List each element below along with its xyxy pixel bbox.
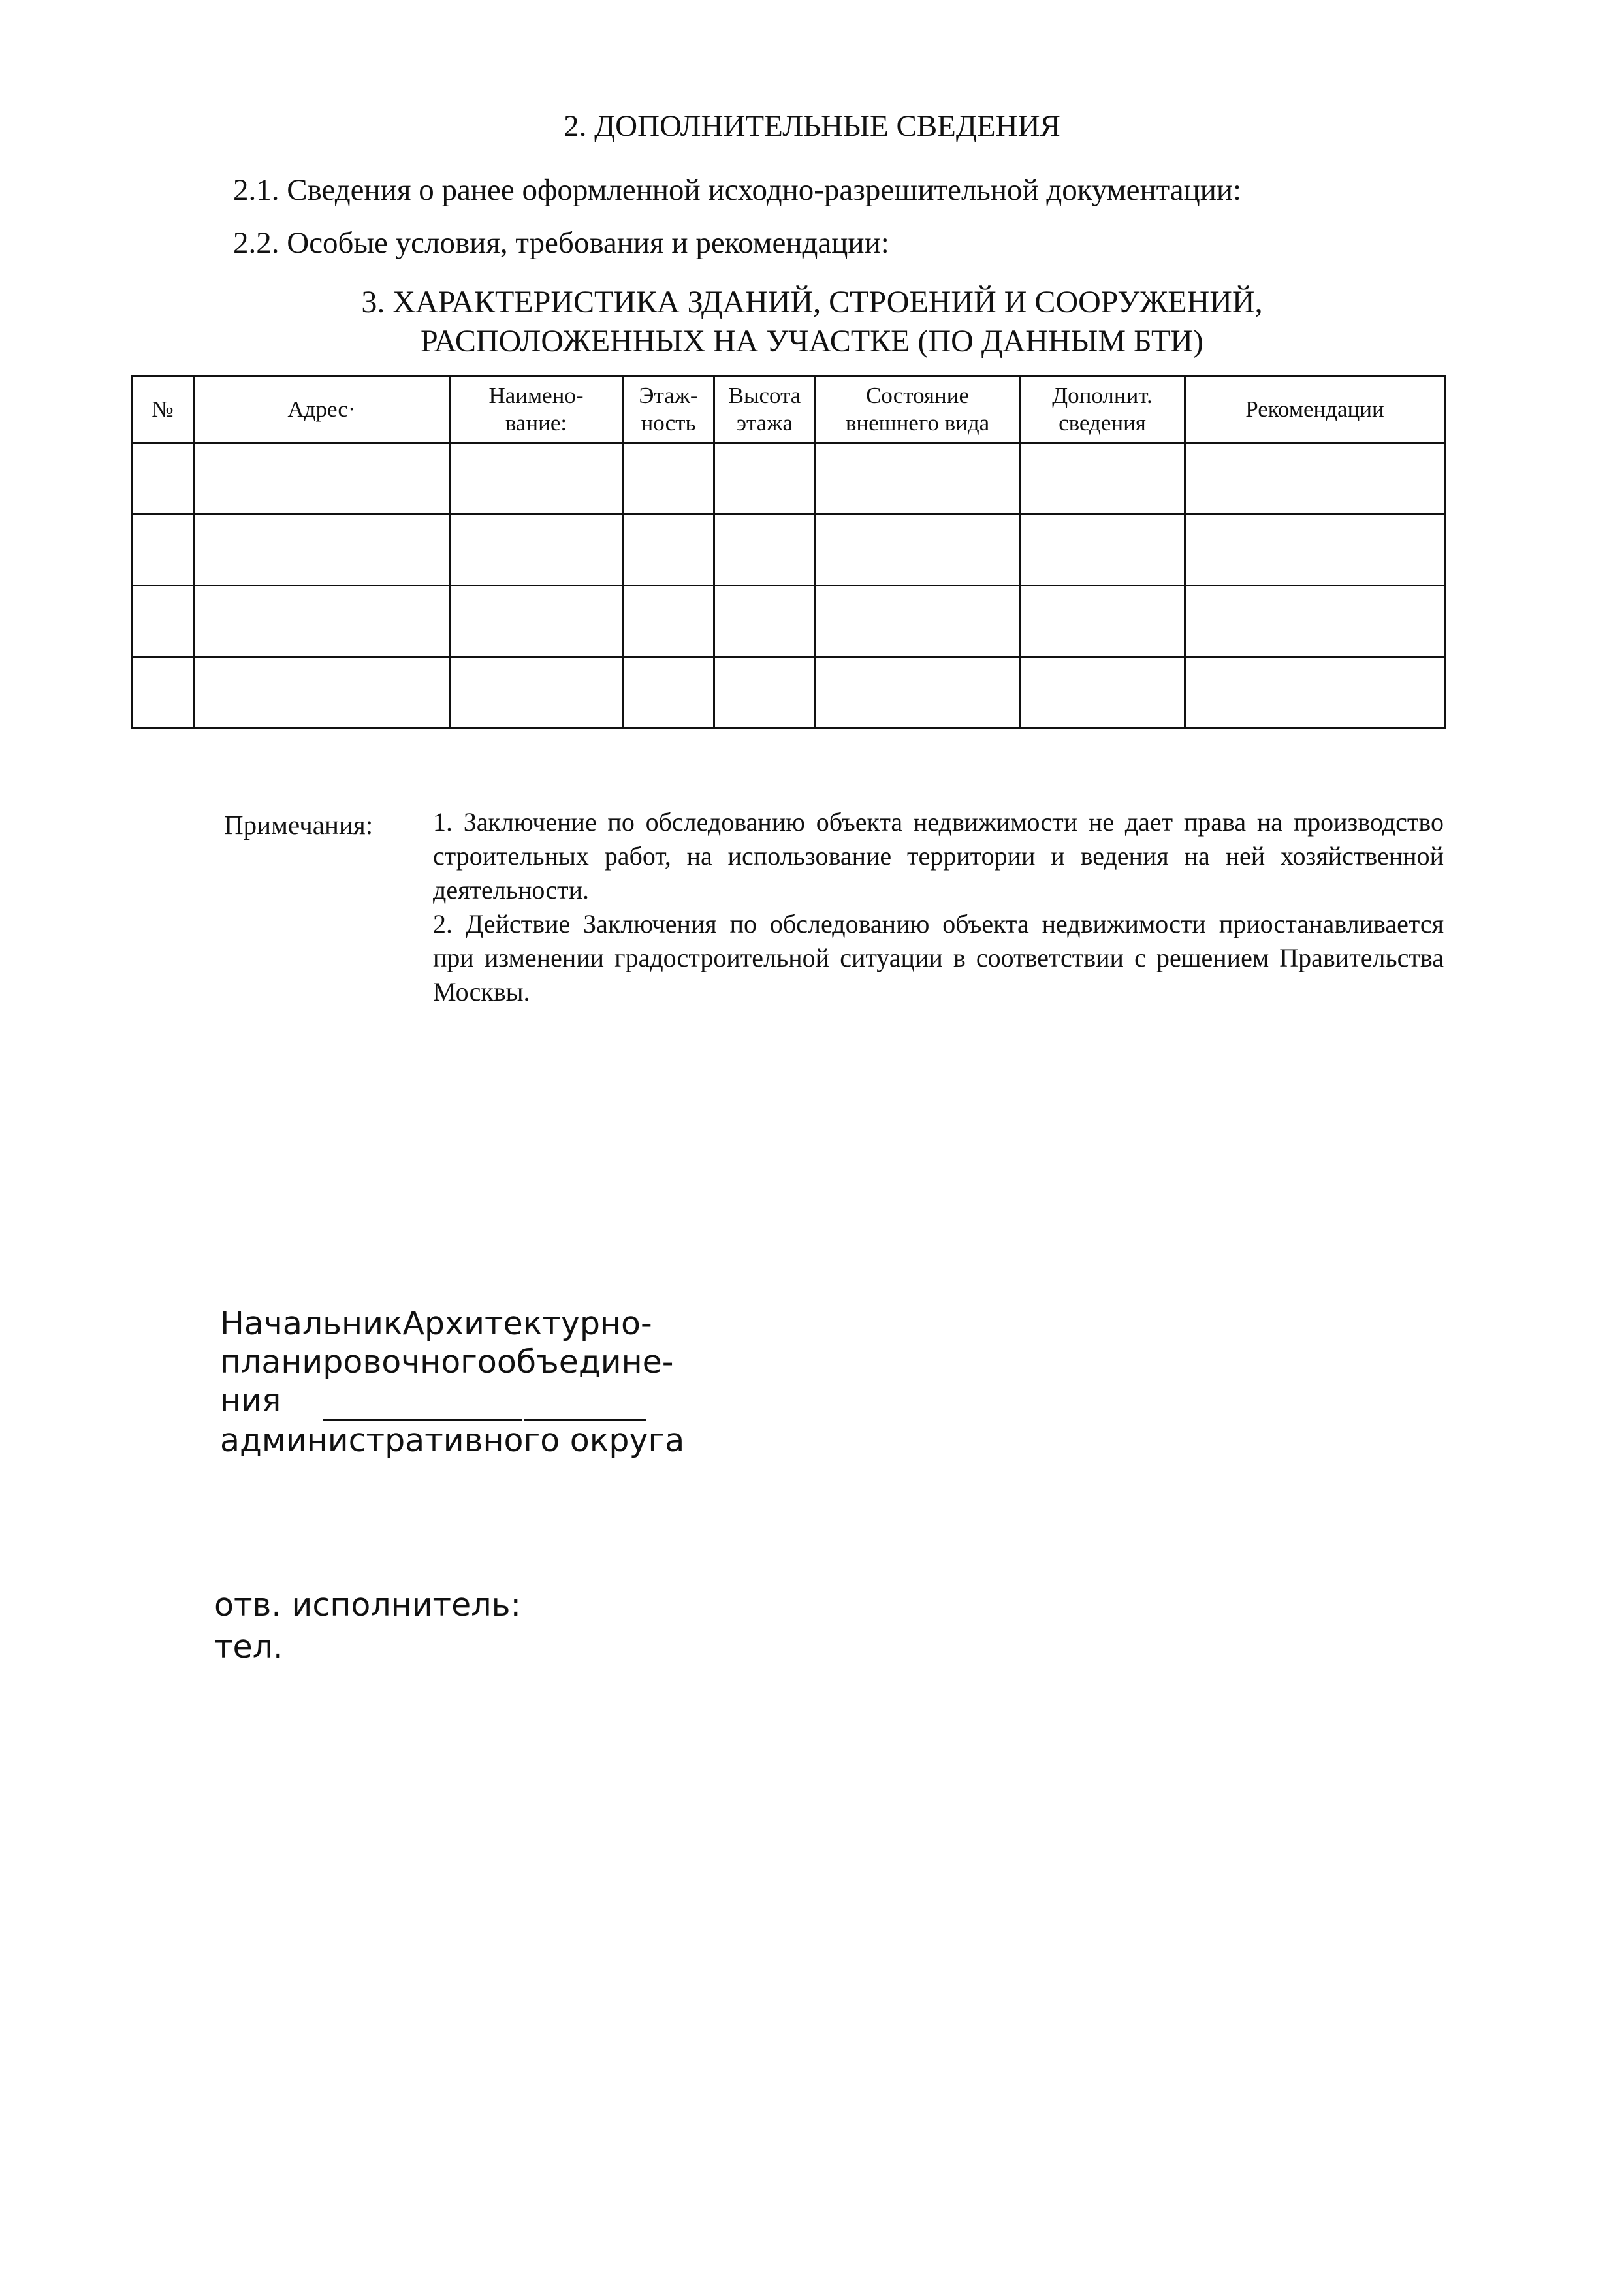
- notes-label: Примечания:: [224, 810, 374, 840]
- table-cell: [1185, 657, 1445, 728]
- item-2-1-previous-documentation: 2.1. Сведения о ранее оформленной исходно-разрешительной документации:: [233, 173, 1242, 207]
- column-header-floor-height: Высота этажа: [714, 376, 816, 443]
- table-row: [132, 515, 1445, 586]
- column-header-additional-info: Дополнит. сведения: [1020, 376, 1185, 443]
- table-cell: [132, 443, 194, 515]
- buildings-table: [131, 375, 1446, 729]
- table-cell: [623, 586, 714, 657]
- table-cell: [1185, 515, 1445, 586]
- table-cell: [816, 515, 1020, 586]
- responsible-executor-label: отв. исполнитель:: [214, 1586, 521, 1624]
- table-row: [132, 443, 1445, 515]
- note-1: 1. Заключение по обследованию объекта недвижимости не дает права на производство строительных работ, на использование территории и ведения на ней хозяйственной деятельности.: [433, 807, 1444, 905]
- table-cell: [132, 657, 194, 728]
- table-cell: [714, 657, 816, 728]
- section-2-title: 2. ДОПОЛНИТЕЛЬНЫЕ СВЕДЕНИЯ: [564, 109, 1060, 143]
- table-cell: [714, 443, 816, 515]
- table-cell: [1020, 515, 1185, 586]
- table-cell: [1185, 443, 1445, 515]
- table-cell: [132, 586, 194, 657]
- table-cell: [714, 586, 816, 657]
- column-header-number: №: [132, 376, 194, 443]
- phone-label: тел.: [214, 1628, 283, 1665]
- table-cell: [714, 515, 816, 586]
- signature-blank-line-2: [524, 1381, 646, 1421]
- table-cell: [1020, 586, 1185, 657]
- section-3-title: [0, 283, 1624, 361]
- table-cell: [450, 657, 623, 728]
- table-cell: [1020, 443, 1185, 515]
- item-2-2-special-conditions: 2.2. Особые условия, требования и рекомендации:: [233, 226, 889, 260]
- table-cell: [194, 443, 450, 515]
- table-cell: [1185, 586, 1445, 657]
- table-cell: [816, 443, 1020, 515]
- table-cell: [816, 586, 1020, 657]
- signature-line-3: ния: [220, 1381, 651, 1421]
- column-header-exterior-condition: Состояние внешнего вида: [816, 376, 1020, 443]
- table-cell: [1020, 657, 1185, 728]
- note-2: 2. Действие Заключения по обследованию объекта недвижимости приостанавливается при изменении градостроительной ситуации в соответствии с решением Правительства Москвы.: [433, 909, 1444, 1006]
- table-cell: [194, 657, 450, 728]
- signature-block: [220, 1304, 685, 1460]
- table-cell: [623, 443, 714, 515]
- table-row: [132, 657, 1445, 728]
- table-cell: [623, 657, 714, 728]
- table-header-row: [132, 376, 1445, 443]
- section-3-title-line-1: 3. ХАРАКТЕРИСТИКА ЗДАНИЙ, СТРОЕНИЙ И СООРУЖЕНИЙ,: [361, 285, 1263, 319]
- contact-block: [214, 1584, 521, 1668]
- table-cell: [450, 443, 623, 515]
- table-row: [132, 586, 1445, 657]
- table-cell: [816, 657, 1020, 728]
- notes-body: [433, 805, 1444, 1009]
- signature-blank-line: [323, 1381, 522, 1421]
- table-cell: [194, 586, 450, 657]
- table-cell: [132, 515, 194, 586]
- section-3-title-line-2: РАСПОЛОЖЕННЫХ НА УЧАСТКЕ (ПО ДАННЫМ БТИ): [421, 324, 1203, 359]
- column-header-name: Наимено- вание:: [450, 376, 623, 443]
- column-header-recommendations: Рекомендации: [1185, 376, 1445, 443]
- table-cell: [623, 515, 714, 586]
- column-header-address: Адрес·: [194, 376, 450, 443]
- table-cell: [450, 515, 623, 586]
- table-cell: [450, 586, 623, 657]
- signature-line-1: Начальник Архитектурно-: [220, 1305, 652, 1342]
- column-header-floors: Этаж- ность: [623, 376, 714, 443]
- table-cell: [194, 515, 450, 586]
- signature-line-2: планировочного объедине-: [220, 1343, 674, 1381]
- signature-line-4: административного округа: [220, 1422, 685, 1459]
